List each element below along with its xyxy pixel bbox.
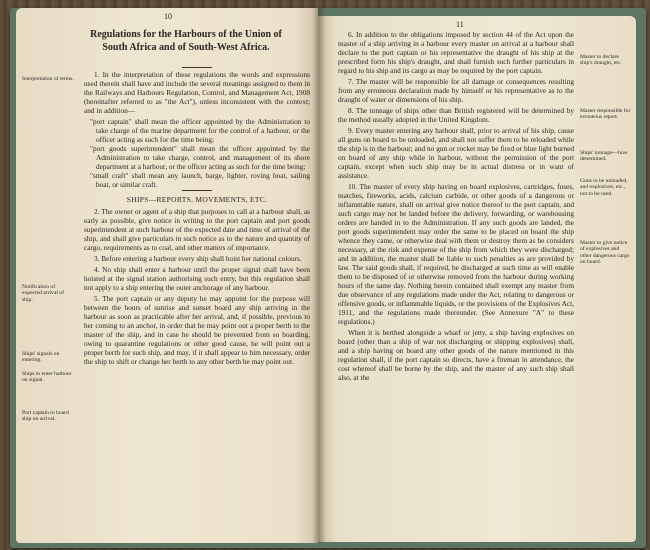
regulation-paragraph: 7. The master will be responsible for all damage or consequences resulting from any erroneous declaration made by himself or his representative as to the draught of water or dimensions of his ship. (338, 77, 574, 104)
margin-note: Port captain to board ship on arrival. (22, 410, 69, 423)
definition: "port goods superintendent" shall mean the officer appointed by the Administration to take charge, control, and management of its shore department at a harbour, or the officer acting as such for the time being; (90, 144, 310, 171)
regulation-paragraph: When it is berthed alongside a wharf or jetty, a ship having explosives on board (other than a ship of war not discharging or shipping explosives) shall, and a ship having on board any other goods of the nature mentioned in this regulation shall, if the port captain so directs, have a fireman in attendance, the cost whereof shall be borne by the ship, and the master of any such ship shall also, at the (338, 328, 574, 382)
margin-note: Notification of expected arrival of ship. (22, 284, 64, 303)
page-number: 11 (456, 20, 464, 29)
margin-note: Ships' signals on entering. (22, 351, 60, 364)
definition: "port captain" shall mean the officer appointed by the Administration to take charge of the marine department for the control of a harbour, or the officer acting as such for the time being; (90, 117, 310, 144)
regulation-paragraph: 6. In addition to the obligations imposed by section 44 of the Act upon the master of a ship arriving in a harbour every master on arrival at a harbour shall declare to the port captain or his representative the draught of his ship at the prescribed form his ship's draught, and shall furnish such further particulars in regard to his ship and its cargo as may be required by the port captain. (338, 30, 574, 75)
divider (182, 190, 212, 191)
regulation-paragraph: 5. The port captain or any deputy he may appoint for the purpose will between the hours of sunrise and sunset board any ship arriving in the harbour as soon as practicable after her arrival, and, if possible, previous to her coming to an anchor, in order that he may point out a proper berth to the master of the ship, and in case he should be prevented from so boarding, owing to quarantine regulations or other good cause, he will point out a proper berth for such ship, and may, if it shall appear to him necessary, order the ship to shift or change her berth to any other berth he may point out. (84, 294, 310, 366)
regulations-title: Regulations for the Harbours of the Union of South Africa and of South-West Africa. (90, 29, 282, 53)
divider (182, 67, 212, 68)
margin-note: Interpretation of terms. (22, 76, 74, 82)
left-page (16, 8, 318, 543)
page-number: 10 (164, 12, 172, 21)
margin-note: Ships' tonnage—how determined. (580, 150, 628, 163)
regulation-paragraph: 1. In the interpretation of these regulations the words and expressions used therein shall have and include the several meanings assigned to them in the Railways and Harbours Regulation, Control, and Management Act, 1908 (hereinafter referred to as "the Act"), unless inconsistent with the context; and in addition— (84, 70, 310, 115)
margin-note: Ships to enter harbour on signal. (22, 371, 72, 384)
margin-note: Master to give notice of explosives and other dangerous cargo on board. (580, 240, 630, 266)
left-page-text (84, 66, 310, 368)
margin-note: Master to declare ship's draught, etc. (580, 54, 622, 67)
regulation-paragraph: 8. The tonnage of ships other than British registered will be determined by the method usually adopted in the United Kingdom. (338, 106, 574, 124)
definition: "small craft" shall mean any launch, barge, lighter, roving boat, sailing boat, or similar craft. (90, 171, 310, 189)
right-page (318, 16, 636, 542)
book-gutter (312, 8, 326, 543)
margin-note: Master responsible for erroneous report. (580, 108, 631, 121)
regulation-paragraph: 3. Before entering a harbour every ship shall hoist her national colours. (94, 254, 302, 263)
regulation-paragraph: 9. Every master entering any harbour shall, prior to arrival of his ship, cause all guns on board to be unloaded, and shall not suffer them to be reloaded while the ship is in the harbour; and no gun or rocket may be fired or blue light burned on board of any ship while in harbour, without the permission of the port captain, except when such ship may be in actual distress or in want of assistance. (338, 126, 574, 180)
regulation-paragraph: 10. The master of every ship having on board explosives, cartridges, fuses, matches, fireworks, acids, calcium carbide, or other goods of a dangerous or inflammable nature, shall on arrival give notice thereof to the port captain, and such cargo may not be landed before the delivery, forwarding, or warehousing orders are handed in to the Administration. If any such goods are landed, the port goods superintendent may order the same to be placed on board the ship whence they came, or otherwise deal with them or destroy them as he considers necessary, at the risk and expense of the ship from which they were discharged; and in addition, the master shall be liable to such penalties as are provided by law. The said goods shall, if required, be discharged at such time as will enable them to be disposed of or otherwise removed from the harbour during working hours of the same day. Nothing herein contained shall exempt any master from due observance of any regulations made under the Act, relating to dangerous or offensive goods, or inflammable liquids, or the provisions of the Explosives Act, 1911, and the regulations made thereunder. (See Annexure "A" to these regulations.) (338, 182, 574, 326)
regulation-paragraph: 2. The owner or agent of a ship that purposes to call at a harbour shall, as early as possible, give notice in writing to the port captain and port goods superintendent at such harbour of the expected date and time of arrival of the ship, and shall give particulars in such notice as to the nature and quantity of cargo, requirements as to coal, and other matters of importance. (84, 207, 310, 252)
margin-note: Guns to be unloaded, and explosives, etc., not to be used. (580, 178, 628, 197)
section-heading: SHIPS—REPORTS, MOVEMENTS, ETC. (126, 195, 268, 204)
regulation-paragraph: 4. No ship shall enter a harbour until the proper signal shall have been hoisted at the signal station authorising such entry, but this regulation shall not apply to a ship entering the outer anchorage of any harbour. (84, 265, 310, 292)
right-page-text (338, 30, 574, 384)
